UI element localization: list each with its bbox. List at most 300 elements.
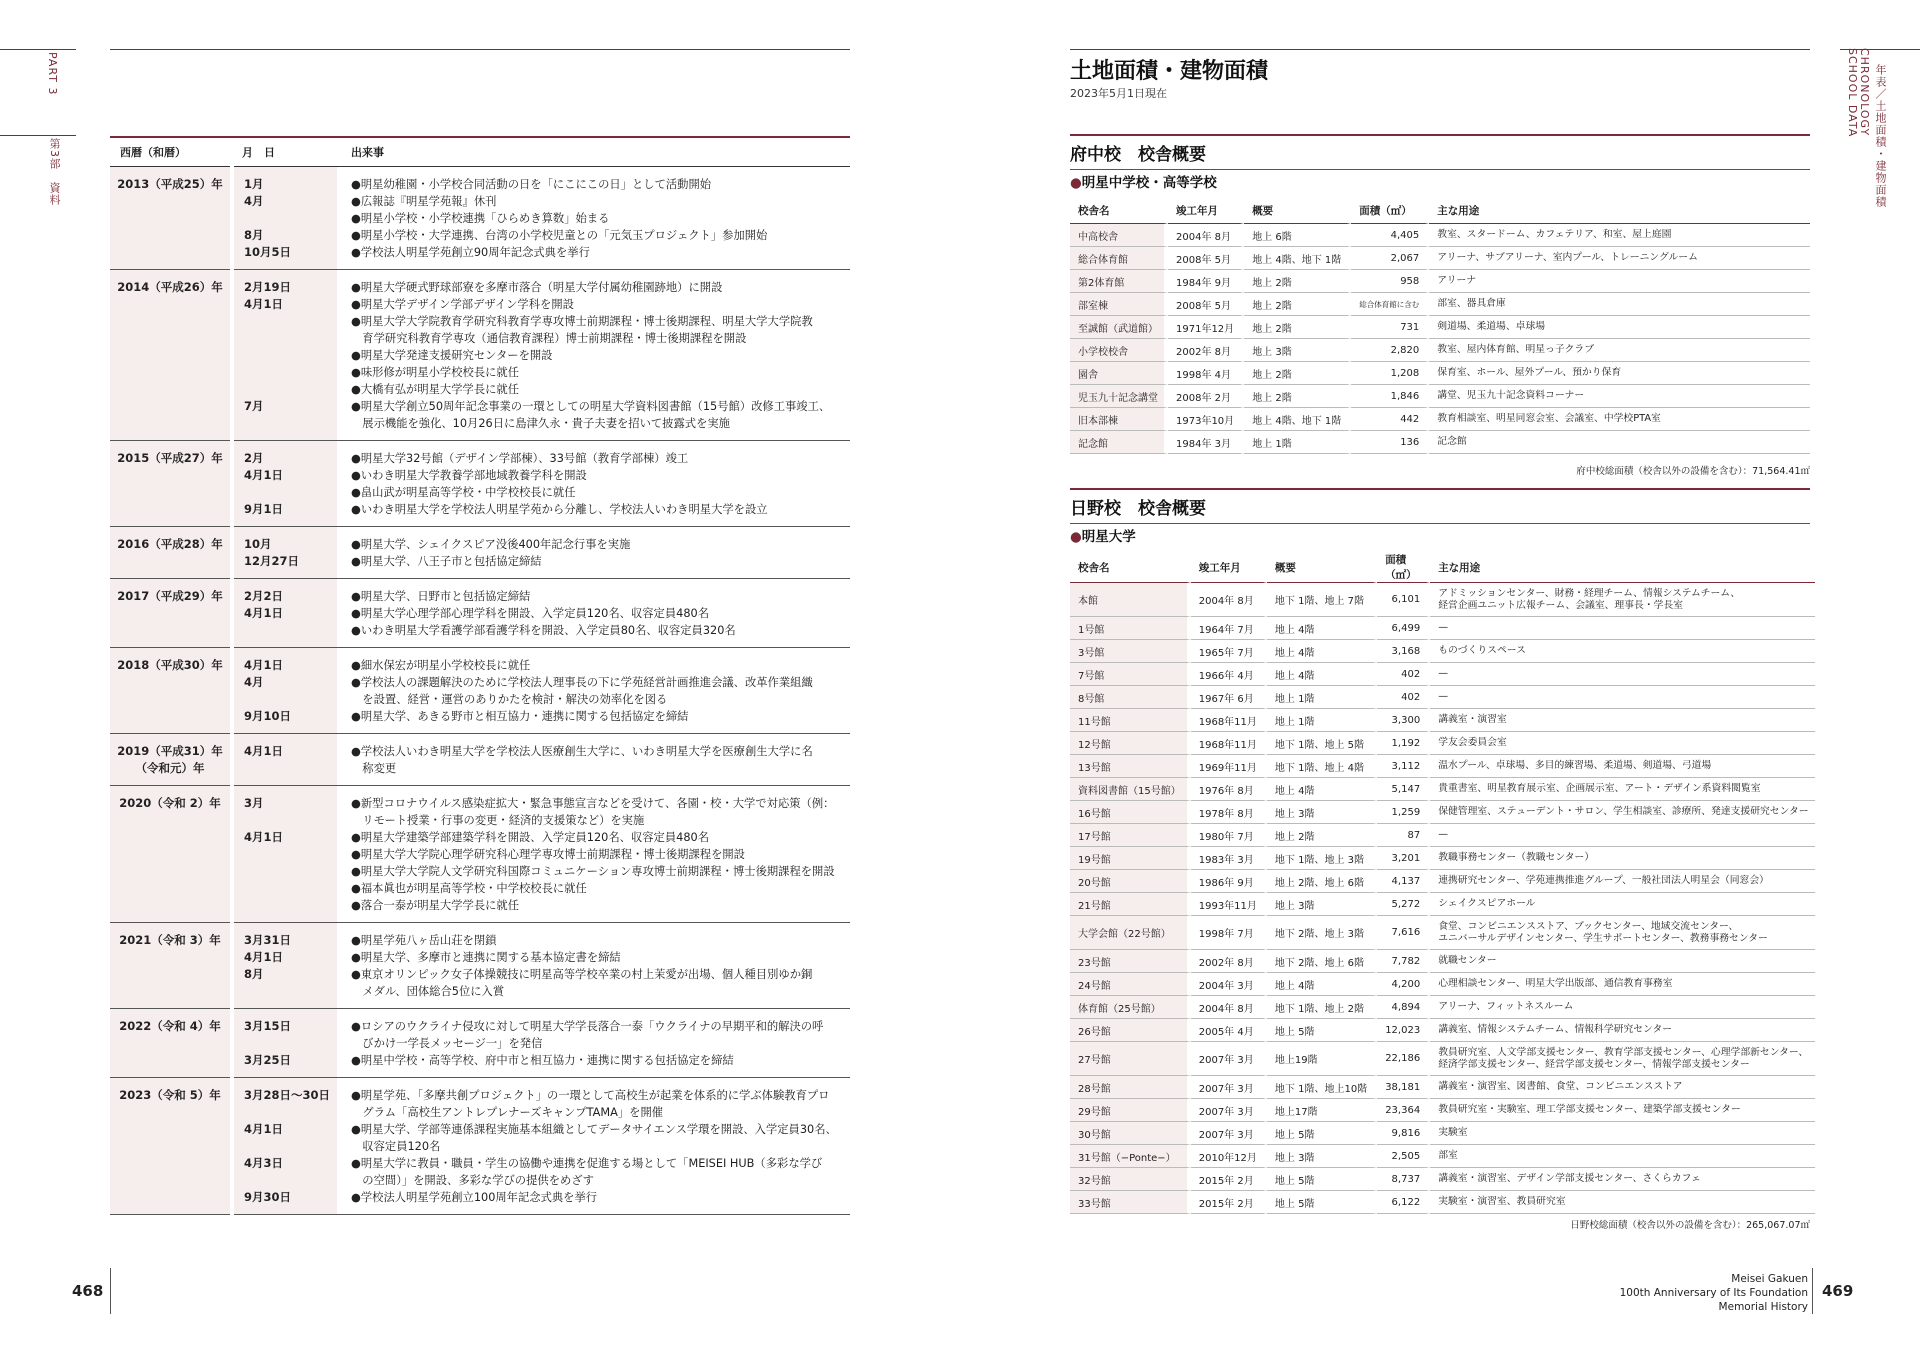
building-row [1070,316,1810,339]
building-row [1070,1099,1815,1122]
building-year: 2010年12月 [1191,1145,1267,1168]
building-structure: 地下 1階、地上 2階 [1267,996,1377,1019]
building-area: 6,122 [1377,1191,1430,1214]
building-row [1070,801,1815,824]
hino-building-table [1070,552,1815,1214]
building-name: 園舎 [1070,362,1168,385]
building-structure: 地上 3階 [1267,893,1377,916]
building-structure: 地上19階 [1267,1042,1377,1076]
building-name: 資料図書館（15号館） [1070,778,1191,801]
date-line: 10月 [244,537,272,551]
date-line: 3月15日 [244,1019,292,1033]
building-use [1430,950,1814,973]
event-line: ●明星幼稚園・小学校合同活動の日を「にこにこの日」として活動開始 [351,178,712,191]
building-structure: 地上 5階 [1267,1191,1377,1214]
building-area: 2,067 [1351,247,1429,270]
event-line: ●明星大学、学部等連係課程実施基本組織としてデータサイエンス学環を開設、入学定員30名、 [351,1123,837,1136]
date-line: 4月1日 [244,658,284,672]
chronology-header-row [110,137,850,167]
building-name: 8号館 [1070,686,1191,709]
building-area: 3,168 [1377,640,1430,663]
year-label: 2016（平成28）年 [117,537,223,551]
side-label-2: SCHOOL DATA [1846,48,1859,138]
event-line: ●明星小学校・大学連携、台湾の小学校児童との「元気玉プロジェクト」参加開始 [351,229,768,242]
building-row [1070,663,1815,686]
header-use: 主な用途 [1430,552,1814,583]
date-line: 3月25日 [244,1053,292,1067]
building-row [1070,1019,1815,1042]
side-label-1: CHRONOLOGY [1858,48,1871,137]
building-row [1070,431,1810,454]
year-label: 2014（平成26）年 [117,280,223,294]
building-use [1430,732,1814,755]
building-name: 17号館 [1070,824,1191,847]
event-line: ●明星小学校・小学校連携「ひらめき算数」始まる [351,212,610,225]
event-line: リモート授業・行事の変更・経済的支援策など）を実施 [351,814,645,827]
date-line: 2月2日 [244,589,284,603]
building-use [1429,293,1810,316]
building-year: 1968年11月 [1191,732,1267,755]
date-cell [232,270,337,441]
building-structure: 地上 2階 [1267,824,1377,847]
building-use-line: 温水プール、卓球場、多目的練習場、柔道場、剣道場、弓道場 [1438,760,1712,771]
building-structure: 地上 2階 [1244,270,1351,293]
building-use [1430,686,1814,709]
date-line [244,691,337,708]
building-area: 3,201 [1377,847,1430,870]
building-year: 1966年 4月 [1191,663,1267,686]
page-number-rule-right [1812,1268,1813,1314]
date-cell [232,441,337,527]
event-line: ●広報誌『明星学苑報』休刊 [351,195,497,208]
building-year: 1965年 7月 [1191,640,1267,663]
year-label: 2018（平成30）年 [117,658,223,672]
building-row [1070,583,1815,617]
hino-campus-title: 日野校 校舎概要 [1070,494,1810,524]
event-line: 収容定員120名 [351,1140,441,1153]
building-use [1429,385,1810,408]
building-use-line: 教職事務センター（教職センター） [1438,852,1595,863]
date-line: 9月10日 [244,709,292,723]
building-area: 1,208 [1351,362,1429,385]
building-use-line: — [1438,691,1448,702]
building-year: 1968年11月 [1191,709,1267,732]
building-use [1430,617,1814,640]
date-cell [232,786,337,923]
building-name: 大学会館（22号館） [1070,916,1191,950]
building-name: 32号館 [1070,1168,1191,1191]
part-label: PART 3 [46,52,59,96]
building-area: 402 [1377,663,1430,686]
building-use [1430,996,1814,1019]
building-area: 6,499 [1377,617,1430,640]
date-line [244,313,337,330]
building-use [1430,663,1814,686]
fuchu-campus-title: 府中校 校舎概要 [1070,140,1810,170]
date-line [244,1035,337,1052]
fuchu-total-area: 府中校総面積（校舎以外の設備を含む）：71,564.41㎡ [1576,466,1810,477]
building-year: 1984年 9月 [1168,270,1244,293]
building-area: 4,137 [1377,870,1430,893]
chronology-body [110,167,850,1215]
building-use [1430,801,1814,824]
date-line [244,210,337,227]
date-line: 9月1日 [244,502,284,516]
footer-line-1: Meisei Gakuen [1731,1273,1808,1285]
date-line: 4月1日 [244,950,284,964]
building-use-line: アリーナ、サブアリーナ、室内プール、トレーニングルーム [1437,252,1698,263]
footer-line-3: Memorial History [1718,1301,1808,1313]
building-use-line: — [1438,668,1448,679]
date-cell [232,527,337,579]
building-year: 1967年 6月 [1191,686,1267,709]
building-name: 体育館（25号館） [1070,996,1191,1019]
building-use-line: 記念館 [1437,436,1467,447]
building-header-row [1070,198,1810,224]
event-line: ●明星学苑八ヶ岳山荘を閉鎖 [351,934,497,947]
date-line: 10月5日 [244,245,292,259]
building-use-line: アリーナ [1437,275,1477,286]
date-line [244,880,337,897]
event-line: ●明星中学校・高等学校、府中市と相互協力・連携に関する包括協定を締結 [351,1054,734,1067]
building-use-line: 実験室・演習室、教員研究室 [1438,1196,1566,1207]
event-cell [337,167,850,270]
year-label: 2021（令和 3）年 [119,933,221,947]
building-structure: 地下 2階、地上 3階 [1267,916,1377,950]
building-name: 3号館 [1070,640,1191,663]
fuchu-school-name: 明星中学校・高等学校 [1081,175,1217,191]
building-name: 29号館 [1070,1099,1191,1122]
date-line [244,330,337,347]
bullet-dot: ● [1070,175,1082,191]
building-area: 2,505 [1377,1145,1430,1168]
event-line: ●明星大学、あきる野市と相互協力・連携に関する包括協定を締結 [351,710,689,723]
building-area: 38,181 [1377,1076,1430,1099]
header-struct: 概要 [1267,552,1377,583]
building-use-line: 学友会委員会室 [1438,737,1507,748]
building-use [1430,778,1814,801]
building-use [1429,270,1810,293]
building-row [1070,686,1815,709]
building-use [1429,431,1810,454]
date-line [244,897,337,914]
building-row [1070,270,1810,293]
building-area: 4,894 [1377,996,1430,1019]
building-name: 19号館 [1070,847,1191,870]
building-name: 13号館 [1070,755,1191,778]
building-year: 1976年 8月 [1191,778,1267,801]
building-use [1430,1145,1814,1168]
building-year: 1998年 4月 [1168,362,1244,385]
building-row [1070,1122,1815,1145]
building-year: 1993年11月 [1191,893,1267,916]
building-year: 2007年 3月 [1191,1099,1267,1122]
header-year: 竣工年月 [1191,552,1267,583]
page-subtitle: 2023年5月1日現在 [1070,87,1167,100]
chronology-row [110,167,850,270]
year-label: 2013（平成25）年 [117,177,223,191]
building-use-line: 剣道場、柔道場、卓球場 [1437,321,1546,332]
building-use-line: 心理相談センター、明星大学出版部、通信教育事務室 [1438,978,1673,989]
date-line [244,1104,337,1121]
building-use-line: 食堂、コンビニエンスストア、ブックセンター、地域交流センター、 [1438,920,1739,932]
event-line: ●明星大学建築学部建築学科を開設、入学定員120名、収容定員480名 [351,831,710,844]
year-label: 2019（平成31）年 [117,744,223,758]
event-line: 展示機能を強化、10月26日に島津久永・貴子夫妻を招いて披露式を実施 [351,417,730,430]
year-cell [110,786,232,923]
hino-school-name: 明星大学 [1081,529,1136,545]
building-use [1430,1076,1814,1099]
building-area: 4,200 [1377,973,1430,996]
building-year: 1964年 7月 [1191,617,1267,640]
building-use [1430,755,1814,778]
event-line: ●明星大学32号館（デザイン学部棟）、33号館（教育学部棟）竣工 [351,452,689,465]
event-line: ●明星大学大学院心理学研究科心理学専攻博士前期課程・博士後期課程を開設 [351,848,745,861]
building-year: 2004年 8月 [1191,583,1267,617]
event-line: ●明星大学心理学部心理学科を開設、入学定員120名、収容定員480名 [351,607,710,620]
event-line: の空間）」を開設、多彩な学びの提供をめざす [351,1174,594,1187]
building-use-line: — [1438,622,1448,633]
event-cell [337,923,850,1009]
event-line: ●明星大学硬式野球部寮を多摩市落合（明星大学付属幼稚園跡地）に開設 [351,281,723,294]
building-year: 2004年 3月 [1191,973,1267,996]
building-year: 2004年 8月 [1191,996,1267,1019]
building-structure: 地上17階 [1267,1099,1377,1122]
building-row [1070,893,1815,916]
building-use-line: 講堂、児玉九十記念資料コーナー [1437,390,1585,401]
building-row [1070,870,1815,893]
building-area: 1,192 [1377,732,1430,755]
building-use [1430,1099,1814,1122]
left-margin-rule [0,49,76,50]
event-line: ●明星大学大学院教育学研究科教育学専攻博士前期課程・博士後期課程、明星大学大学院教 [351,315,813,328]
building-use [1430,709,1814,732]
building-row [1070,640,1815,663]
date-line: 4月1日 [244,468,284,482]
building-name: 小学校校舎 [1070,339,1168,362]
building-row [1070,1191,1815,1214]
header-event: 出来事 [337,137,850,167]
date-cell [232,1009,337,1078]
building-use [1429,224,1810,247]
building-structure: 地上 4階 [1267,663,1377,686]
event-cell [337,786,850,923]
section-label: 第3部 資料 [48,138,61,206]
header-struct: 概要 [1244,198,1351,224]
building-structure: 地上 1階 [1244,431,1351,454]
year-cell [110,527,232,579]
event-line: ●明星大学発達支援研究センターを開設 [351,349,553,362]
building-row [1070,224,1810,247]
building-row [1070,973,1815,996]
building-use [1429,339,1810,362]
event-line: グラム「高校生アントレプレナーズキャンプTAMA」を開催 [351,1106,664,1119]
building-name: 28号館 [1070,1076,1191,1099]
building-use-line: アリーナ、フィットネスルーム [1438,1001,1574,1012]
building-name: 33号館 [1070,1191,1191,1214]
side-label-3: 年表／土地面積・建物面積 [1874,64,1887,208]
building-use-line: 講義室・演習室 [1438,714,1507,725]
building-structure: 地上 5階 [1267,1019,1377,1042]
building-name: 31号館（−Ponte−） [1070,1145,1191,1168]
date-line: 4月1日 [244,830,284,844]
building-structure: 地上 6階 [1244,224,1351,247]
building-use-line: 就職センター [1438,955,1497,966]
building-structure: 地上 4階、地下 1階 [1244,408,1351,431]
building-year: 1973年10月 [1168,408,1244,431]
year-cell [110,923,232,1009]
building-use-line: 部室、器具倉庫 [1437,298,1506,309]
building-name: 30号館 [1070,1122,1191,1145]
building-use [1430,1042,1814,1076]
chronology-row [110,923,850,1009]
building-structure: 地上 4階 [1267,973,1377,996]
date-line: 3月 [244,796,264,810]
building-area: 23,364 [1377,1099,1430,1122]
building-area: 7,782 [1377,950,1430,973]
building-row [1070,293,1810,316]
building-year: 1983年 3月 [1191,847,1267,870]
building-use-line: 貴重書室、明星教育展示室、企画展示室、アート・デザイン系資料閲覧室 [1438,783,1761,794]
event-line: ●いわき明星大学を学校法人明星学苑から分離し、学校法人いわき明星大学を設立 [351,503,768,516]
chronology-row [110,786,850,923]
building-area: 958 [1351,270,1429,293]
date-line: 12月27日 [244,554,300,568]
date-line: 4月3日 [244,1156,284,1170]
building-use [1429,316,1810,339]
building-area: 22,186 [1377,1042,1430,1076]
header-area: 面積（㎡） [1351,198,1429,224]
building-row [1070,408,1810,431]
building-use-line: 講義室、情報システムチーム、情報科学研究センター [1438,1024,1673,1035]
event-cell [337,648,850,734]
building-use [1430,847,1814,870]
date-cell [232,923,337,1009]
building-structure: 地上 2階 [1244,362,1351,385]
building-row [1070,824,1815,847]
event-cell [337,441,850,527]
building-year: 2007年 3月 [1191,1076,1267,1099]
building-area: 1,846 [1351,385,1429,408]
building-use [1429,247,1810,270]
building-use [1429,408,1810,431]
date-cell [232,167,337,270]
event-line: ●畠山武が明星高等学校・中学校校長に就任 [351,486,576,499]
building-use-line: 保育室、ホール、屋外プール、預かり保育 [1437,367,1622,378]
event-line: 称変更 [351,762,397,775]
building-header-row [1070,552,1815,583]
year-label: 2022（令和 4）年 [119,1019,221,1033]
year-label: 2017（平成29）年 [117,589,223,603]
building-year: 1978年 8月 [1191,801,1267,824]
building-year: 2002年 8月 [1168,339,1244,362]
chronology-row [110,579,850,648]
building-name: 23号館 [1070,950,1191,973]
left-top-rule [110,49,850,50]
event-line: ●東京オリンピック女子体操競技に明星高等学校卒業の村上茉愛が出場、個人種目別ゆか銅 [351,968,813,981]
building-structure: 地下 1階、地上 3階 [1267,847,1377,870]
hino-school-heading [1070,525,1136,545]
page-title: 土地面積・建物面積 [1070,59,1269,84]
event-cell [337,270,850,441]
building-year: 1980年 7月 [1191,824,1267,847]
year-cell [110,648,232,734]
building-area: 総合体育館に含む [1351,293,1429,316]
header-date: 月 日 [232,137,337,167]
building-structure: 地上 3階 [1267,1145,1377,1168]
building-structure: 地上 4階 [1267,617,1377,640]
event-cell [337,1009,850,1078]
event-line: メダル、団体総合5位に入賞 [351,985,505,998]
building-use-line: 教育相談室、明星同窓会室、会議室、中学校PTA室 [1437,413,1661,424]
date-line: 1月 [244,177,264,191]
event-line: ●学校法人いわき明星大学を学校法人医療創生大学に、いわき明星大学を医療創生大学に名 [351,745,813,758]
building-year: 2004年 8月 [1168,224,1244,247]
building-use-line: 保健管理室、ステューデント・サロン、学生相談室、診療所、発達支援研究センター [1438,806,1809,817]
event-line: ●明星大学、多摩市と連携に関する基本協定書を締結 [351,951,621,964]
date-line: 2月19日 [244,280,292,294]
year-cell [110,270,232,441]
building-name: 20号館 [1070,870,1191,893]
date-line: 4月1日 [244,744,284,758]
left-margin-rule-section [0,135,76,136]
year-cell [110,734,232,786]
event-line: ●いわき明星大学看護学部看護学科を開設、入学定員80名、収容定員320名 [351,624,736,637]
fuchu-school-heading [1070,171,1217,191]
building-structure: 地上 3階 [1244,339,1351,362]
building-name: 記念館 [1070,431,1168,454]
chronology-row [110,1078,850,1215]
building-name: 中高校舎 [1070,224,1168,247]
building-structure: 地上 1階 [1267,686,1377,709]
building-use [1430,916,1814,950]
building-year: 2015年 2月 [1191,1168,1267,1191]
event-line: ●明星大学、八王子市と包括協定締結 [351,555,542,568]
date-line [244,622,337,639]
building-area: 7,616 [1377,916,1430,950]
year-cell [110,1009,232,1078]
building-year: 2008年 5月 [1168,293,1244,316]
building-use-line: 経済学部支援センター、経営学部支援センター、情報学部支援センター [1438,1058,1750,1070]
event-cell [337,734,850,786]
building-name: 7号館 [1070,663,1191,686]
date-line [244,760,337,777]
building-area: 731 [1351,316,1429,339]
date-line: 7月 [244,399,264,413]
building-use-line: 教員研究室、人文学部支援センター、教育学部支援センター、心理学部新センター、 [1438,1046,1809,1058]
building-year: 2015年 2月 [1191,1191,1267,1214]
building-year: 1969年11月 [1191,755,1267,778]
building-use-line: 実験室 [1438,1127,1468,1138]
event-line: ●明星学苑、「多摩共創プロジェクト」の一環として高校生が起業を体系的に学ぶ体験教育プロ [351,1089,830,1102]
date-line: 4月1日 [244,1122,284,1136]
date-line: 8月 [244,967,264,981]
building-row [1070,778,1815,801]
building-year: 1986年 9月 [1191,870,1267,893]
building-use-line: シェイクスピアホール [1438,898,1536,909]
event-line: を設置、経営・運営のありかたを検討・解決の効率化を図る [351,693,668,706]
building-year: 2007年 3月 [1191,1122,1267,1145]
date-line: 3月31日 [244,933,292,947]
building-use-line: 連携研究センター、学苑連携推進グループ、一般社団法人明星会（同窓会） [1438,875,1769,886]
date-line [244,347,337,364]
year-label: 2023（令和 5）年 [119,1088,221,1102]
building-use [1430,640,1814,663]
chronology-row [110,734,850,786]
building-name: 本館 [1070,583,1191,617]
date-line: 4月1日 [244,297,284,311]
date-line: 4月 [244,194,264,208]
